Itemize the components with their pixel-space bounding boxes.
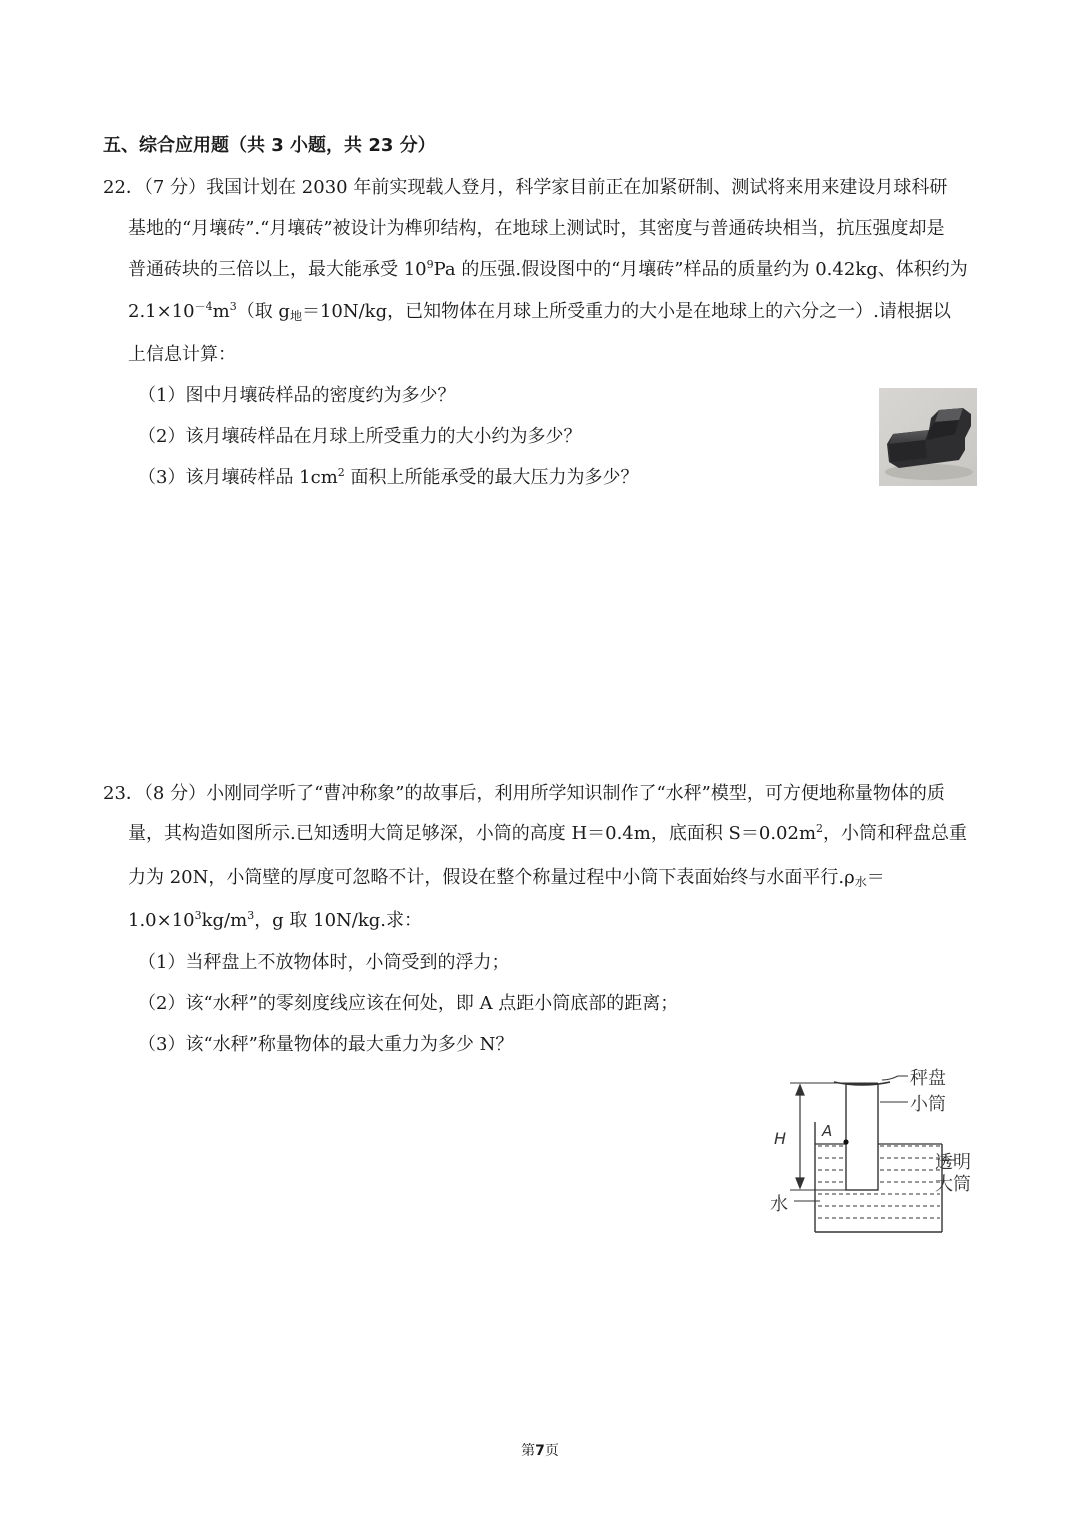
q22-sub-question-2: （2）该月壤砖样品在月球上所受重力的大小约为多少？ — [138, 426, 582, 447]
q22-line-1: 22．（7 分）我国计划在 2030 年前实现载人登月，科学家目前正在加紧研制、测试将来用来建设月球科研 — [103, 177, 948, 198]
point-a — [843, 1139, 848, 1144]
q23-sub-question-3: （3）该“水秤”称量物体的最大重力为多少 N？ — [138, 1034, 514, 1055]
q22-line-3-text-a: 普通砖块的三倍以上，最大能承受 10 — [128, 259, 427, 280]
q23-line-2-text-b: ，小筒和秤盘总重 — [823, 823, 968, 844]
footer-suffix: 页 — [544, 1443, 559, 1459]
q22-line-5: 上信息计算： — [128, 344, 236, 365]
q22-g-subscript: 地 — [289, 309, 302, 323]
q22-sub-3-text-b: 面积上所能承受的最大压力为多少？ — [344, 467, 639, 488]
q22-cubic-exponent: 3 — [229, 300, 237, 313]
q22-sub-question-1: （1）图中月壤砖样品的密度约为多少？ — [138, 385, 456, 406]
height-arrow — [796, 1085, 804, 1188]
q23-line-4 — [128, 909, 422, 933]
q23-line-4-text-c: ，g 取 10N/kg.求： — [254, 910, 423, 931]
footer-prefix: 第 — [521, 1443, 536, 1459]
q22-line-2: 基地的“月壤砖”.“月壤砖”被设计为榫卯结构，在地球上测试时，其密度与普通砖块相当，抗压强度却是 — [128, 218, 945, 239]
small-tube — [846, 1084, 878, 1190]
q23-sub-question-1: （1）当秤盘上不放物体时，小筒受到的浮力； — [138, 952, 510, 973]
q22-sub-3-text-a: （3）该月壤砖样品 1cm — [138, 467, 338, 488]
q23-line-1: 23．（8 分）小刚同学听了“曹冲称象”的故事后，利用所学知识制作了“水秤”模型，可方便地称量物体的质 — [103, 783, 945, 804]
q23-line-4-text-a: 1.0×10 — [128, 910, 195, 931]
section-title: 五、综合应用题（共 3 小题，共 23 分） — [103, 135, 436, 156]
q22-line-4-text-b: m — [212, 301, 230, 322]
q22-volume-exponent: －4 — [194, 300, 213, 313]
small-tube-label: 小筒 — [910, 1094, 946, 1115]
pan-label: 秤盘 — [910, 1068, 946, 1089]
page-number: 7 — [535, 1443, 545, 1459]
q22-area-exponent: 2 — [337, 466, 345, 479]
q22-line-4 — [128, 300, 951, 324]
water-scale-diagram — [760, 1062, 990, 1242]
q22-line-4-text-c: （取 g — [236, 301, 290, 322]
q23-cubic-exponent: 3 — [247, 909, 255, 922]
q22-line-4-text-a: 2.1×10 — [128, 301, 195, 322]
q23-line-2 — [128, 822, 967, 846]
big-tube-label-1: 透明 — [935, 1152, 971, 1173]
water-label: 水 — [770, 1194, 788, 1215]
big-tube-label-2: 大筒 — [935, 1174, 971, 1195]
q22-exponent: 9 — [426, 258, 434, 271]
water-dashes — [818, 1146, 940, 1218]
q23-rho-subscript: 水 — [854, 875, 867, 889]
q22-line-3-text-b: Pa 的压强.假设图中的“月壤砖”样品的质量约为 0.42kg、体积约为 — [433, 259, 968, 280]
q22-line-3 — [128, 258, 968, 282]
page-footer — [0, 1440, 1080, 1460]
q22-sub-question-3 — [138, 466, 639, 490]
q23-line-3-text-b: ＝ — [866, 867, 885, 888]
q23-density-exponent: 3 — [194, 909, 202, 922]
point-a-label: A — [822, 1122, 833, 1140]
height-label: H — [774, 1129, 787, 1148]
q23-line-3-text-a: 力为 20N，小筒壁的厚度可忽略不计，假设在整个称量过程中小筒下表面始终与水面平行.ρ — [128, 867, 855, 888]
q23-line-2-text-a: 量，其构造如图所示.已知透明大筒足够深，小筒的高度 H＝0.4m，底面积 S＝0.02m — [128, 823, 817, 844]
moon-brick-photo — [879, 388, 977, 486]
q23-line-3 — [128, 866, 885, 890]
q23-line-4-text-b: kg/m — [201, 910, 248, 931]
q23-sub-question-2: （2）该“水秤”的零刻度线应该在何处，即 A 点距小筒底部的距离； — [138, 993, 679, 1014]
q22-line-4-text-d: ＝10N/kg，已知物体在月球上所受重力的大小是在地球上的六分之一）.请根据以 — [301, 301, 951, 322]
q23-area-exponent: 2 — [816, 822, 824, 835]
